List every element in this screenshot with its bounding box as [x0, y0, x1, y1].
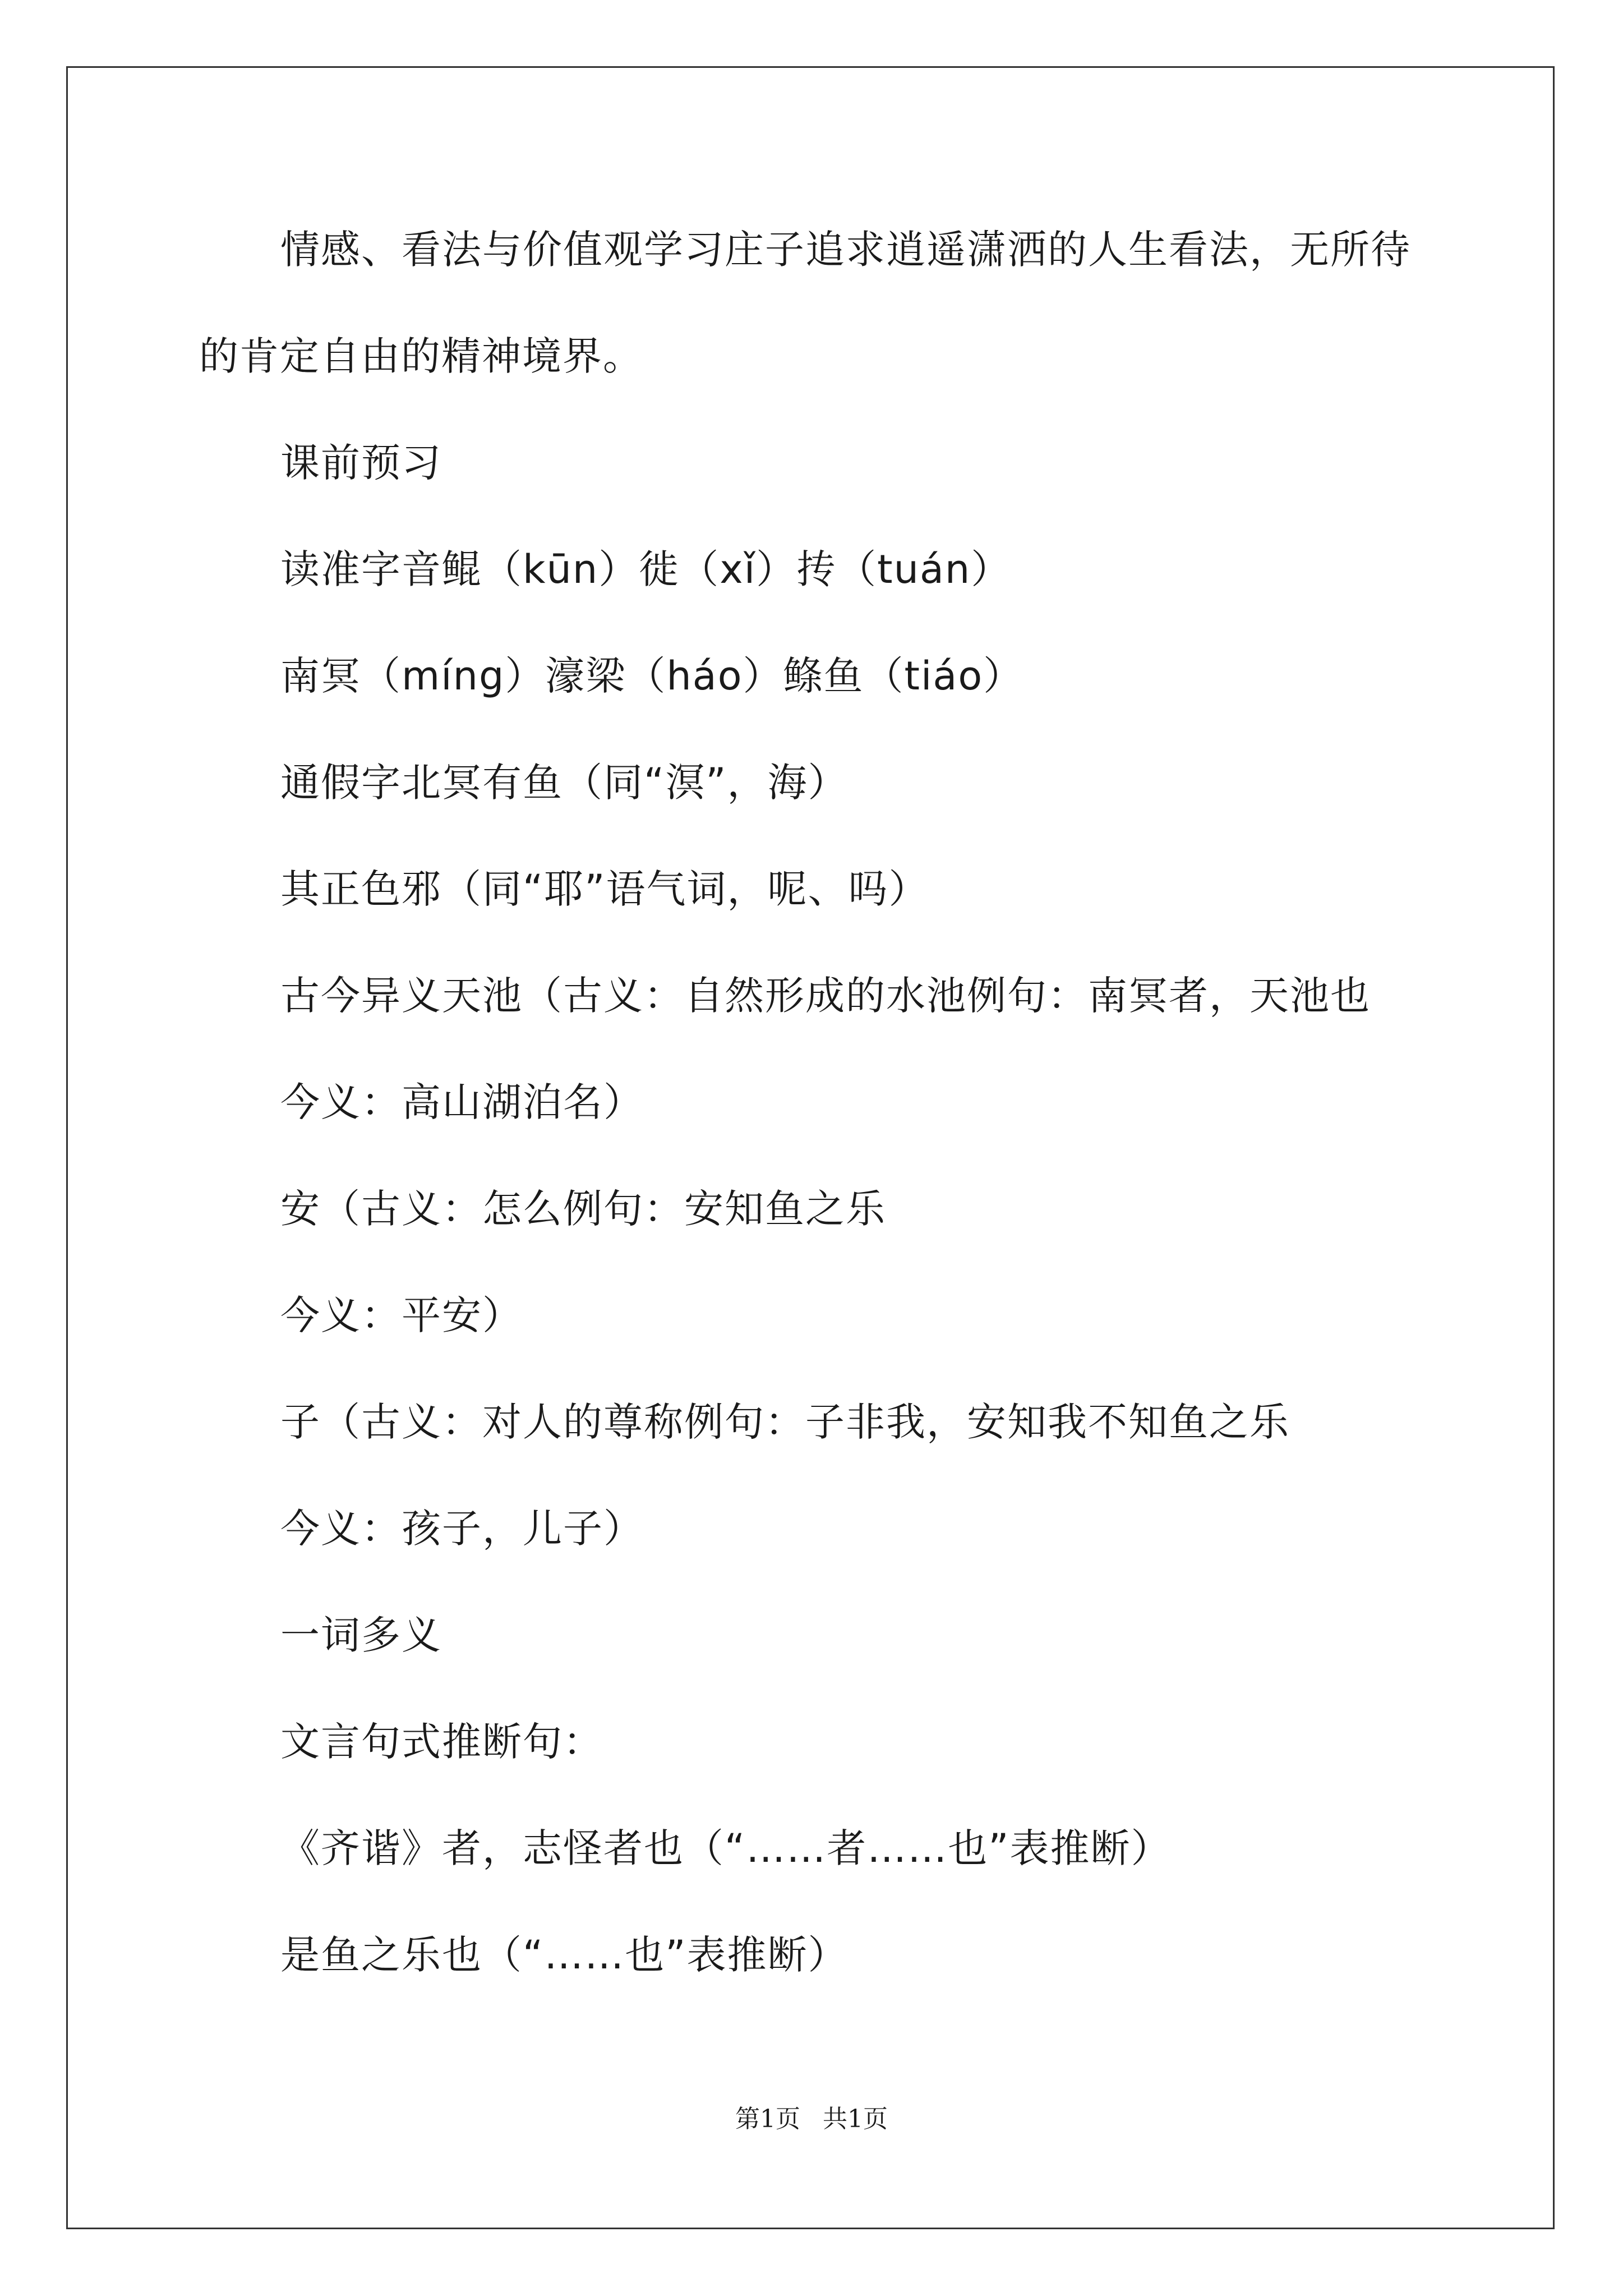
paragraph-modern-meaning-2: 今义：平安）: [280, 1292, 523, 1338]
paragraph-pronunciation-1: 读准字音鲲（kūn）徙（xǐ）抟（tuán）: [280, 546, 1012, 592]
paragraph-modern-meaning-1: 今义：高山湖泊名）: [280, 1079, 644, 1125]
page-number: 第1页: [735, 2105, 800, 2133]
paragraph-ancient-modern-1: 古今异义天池（古义：自然形成的水池例句：南冥者，天池也: [280, 973, 1371, 1019]
paragraph-values-line2: 的肯定自由的精神境界。: [199, 333, 643, 379]
heading-polysemy: 一词多义: [280, 1612, 442, 1658]
heading-preview: 课前预习: [280, 440, 442, 486]
paragraph-judgment-2: 是鱼之乐也（“……也”表推断）: [280, 1932, 849, 1978]
paragraph-judgment-1: 《齐谐》者，志怪者也（“……者……也”表推断）: [280, 1825, 1172, 1871]
page-footer: [0, 2102, 1623, 2136]
paragraph-ancient-modern-2: 安（古义：怎么例句：安知鱼之乐: [280, 1186, 886, 1232]
paragraph-interchangeable-1: 通假字北冥有鱼（同“溟”，海）: [280, 760, 849, 806]
heading-sentence-patterns: 文言句式推断句：: [280, 1719, 603, 1765]
paragraph-values-line1: 情感、看法与价值观学习庄子追求逍遥潇洒的人生看法，无所待: [280, 227, 1411, 273]
page-total: 共1页: [823, 2105, 888, 2133]
page-border: [66, 66, 1555, 2229]
paragraph-pronunciation-2: 南冥（míng）濠梁（háo）鲦鱼（tiáo）: [280, 653, 1024, 699]
paragraph-ancient-modern-3: 子（古义：对人的尊称例句：子非我，安知我不知鱼之乐: [280, 1399, 1290, 1445]
paragraph-interchangeable-2: 其正色邪（同“耶”语气词，呢、吗）: [280, 866, 929, 912]
paragraph-modern-meaning-3: 今义：孩子，儿子）: [280, 1506, 644, 1552]
